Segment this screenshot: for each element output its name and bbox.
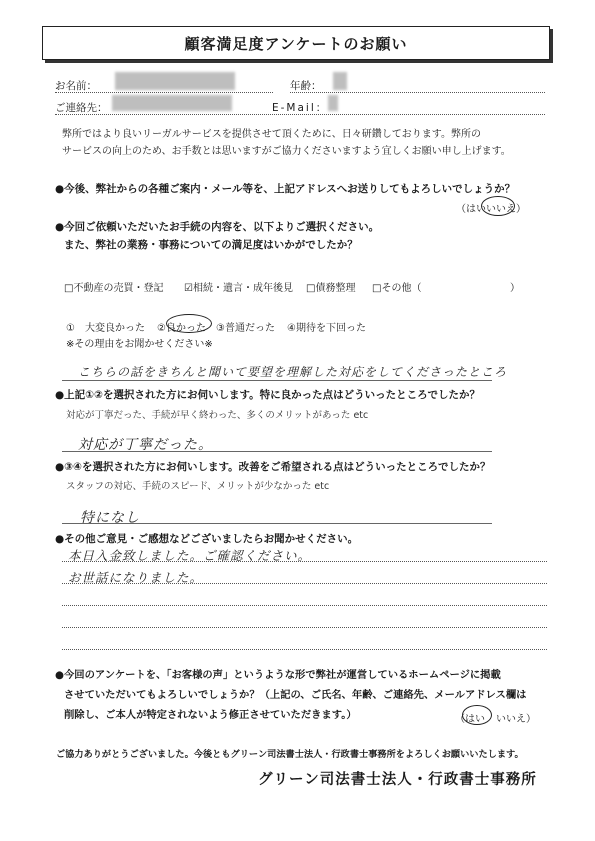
rating-4[interactable]: ④期待を下回った xyxy=(287,323,366,334)
option-other[interactable]: □その他（ xyxy=(372,283,422,294)
reason-underline xyxy=(62,380,492,381)
name-underline xyxy=(55,92,273,93)
q2-line-1: ●今回ご依頼いただいたお手続の内容を、以下よりご選択ください。 xyxy=(55,221,380,233)
email-redacted xyxy=(328,95,338,111)
q5-line-5 xyxy=(62,649,547,650)
option-other-close: ） xyxy=(510,283,520,294)
q4-hint: スタッフの対応、手続のスピード、メリットが少なかった etc xyxy=(66,481,330,492)
option-inheritance[interactable]: ☑相続・遺言・成年後見 xyxy=(184,283,293,294)
q5-text: ●その他ご意見・ご感想などございましたらお聞かせください。 xyxy=(55,533,359,545)
reason-answer[interactable]: こちらの話をきちんと聞いて要望を理解した対応をしてくださったところ xyxy=(78,365,508,379)
q6-no-label: いいえ xyxy=(496,714,526,725)
q1-no-label: いいえ xyxy=(486,204,516,215)
office-name: グリーン司法書士法人・行政書士事務所 xyxy=(258,772,537,788)
q6-yes[interactable]: （はい xyxy=(455,714,485,725)
age-redacted xyxy=(333,72,347,90)
q1-no[interactable]: いいえ） xyxy=(486,204,526,215)
q1-yes-label: はい xyxy=(466,204,486,215)
q5-answer-line-2[interactable]: お世話になりました。 xyxy=(68,570,204,585)
q5-line-2 xyxy=(62,583,547,584)
q5-line-4 xyxy=(62,627,547,628)
q6-yes-label: はい xyxy=(465,714,485,725)
age-label: 年齢： xyxy=(290,80,322,92)
q4-text: ●③④を選択された方にお伺いします。改善をご希望される点はどういったところでしたか？ xyxy=(55,461,491,473)
q5-answer-line-1[interactable]: 本日入金致しました。ご確認ください。 xyxy=(68,548,312,563)
rating-2[interactable]: ②良かった xyxy=(157,323,206,334)
q6-no[interactable]: いいえ） xyxy=(496,714,536,725)
option-debt[interactable]: □債務整理 xyxy=(306,283,356,294)
name-redacted xyxy=(115,72,235,90)
name-label: お名前： xyxy=(55,80,97,92)
q1-selected-circle xyxy=(481,196,515,216)
age-underline xyxy=(290,92,545,93)
email-label: E-Mail： xyxy=(272,102,329,114)
q4-answer[interactable]: 特になし xyxy=(80,510,140,526)
intro-line-2: サービスの向上のため、お手数とは思いますがご協力くださいますよう宜しくお願い申し上げます。 xyxy=(62,146,511,157)
q3-answer[interactable]: 対応が丁寧だった。 xyxy=(78,437,213,453)
q1-yes[interactable]: （はい xyxy=(456,204,486,215)
q6-line-2: させていただいてもよろしいでしょうか？（上記の、ご氏名、年齢、ご連絡先、メールアドレス欄は xyxy=(64,689,527,701)
rating-1[interactable]: ① 大変良かった xyxy=(66,323,145,334)
q3-hint: 対応が丁寧だった、手続が早く終わった、多くのメリットがあった etc xyxy=(66,410,369,421)
page-title: 顧客満足度アンケートのお願い xyxy=(42,26,550,60)
intro-line-1: 弊所ではより良いリーガルサービスを提供させて頂くために、日々研鑽しております。弊所の xyxy=(62,129,481,140)
rating-2-selected-circle xyxy=(166,314,212,333)
q3-underline xyxy=(62,451,492,452)
q5-line-3 xyxy=(62,605,547,606)
rating-3[interactable]: ③普通だった xyxy=(216,323,275,334)
q6-line-1: ●今回のアンケートを、「お客様の声」というような形で弊社が運営しているホームページに掲載 xyxy=(55,669,501,681)
contact-redacted xyxy=(112,95,232,111)
thanks-text: ご協力ありがとうございました。今後ともグリーン司法書士法人・行政書士事務所をよろしくお願いいたします。 xyxy=(56,749,524,760)
q2-line-2: また、弊社の業務・事務についての満足度はいかがでしたか？ xyxy=(64,239,358,251)
q6-line-3: 削除し、ご本人が特定されないよう修正させていただきます。） xyxy=(64,709,357,721)
contact-underline xyxy=(55,114,545,115)
q6-selected-circle xyxy=(462,705,492,725)
q4-underline xyxy=(62,523,492,524)
option-real-estate[interactable]: □不動産の売買・登記 xyxy=(64,283,164,294)
q3-text: ●上記①②を選択された方にお伺いします。特に良かった点はどういったところでしたか？ xyxy=(55,389,480,401)
contact-label: ご連絡先： xyxy=(55,102,108,114)
reason-prompt: ※その理由をお聞かせください※ xyxy=(66,339,213,350)
q1-text: ●今後、弊社からの各種ご案内・メール等を、上記アドレスへお送りしてもよろしいでしょうか？ xyxy=(55,183,516,195)
intro-text xyxy=(62,126,542,160)
q5-line-1 xyxy=(62,561,547,562)
